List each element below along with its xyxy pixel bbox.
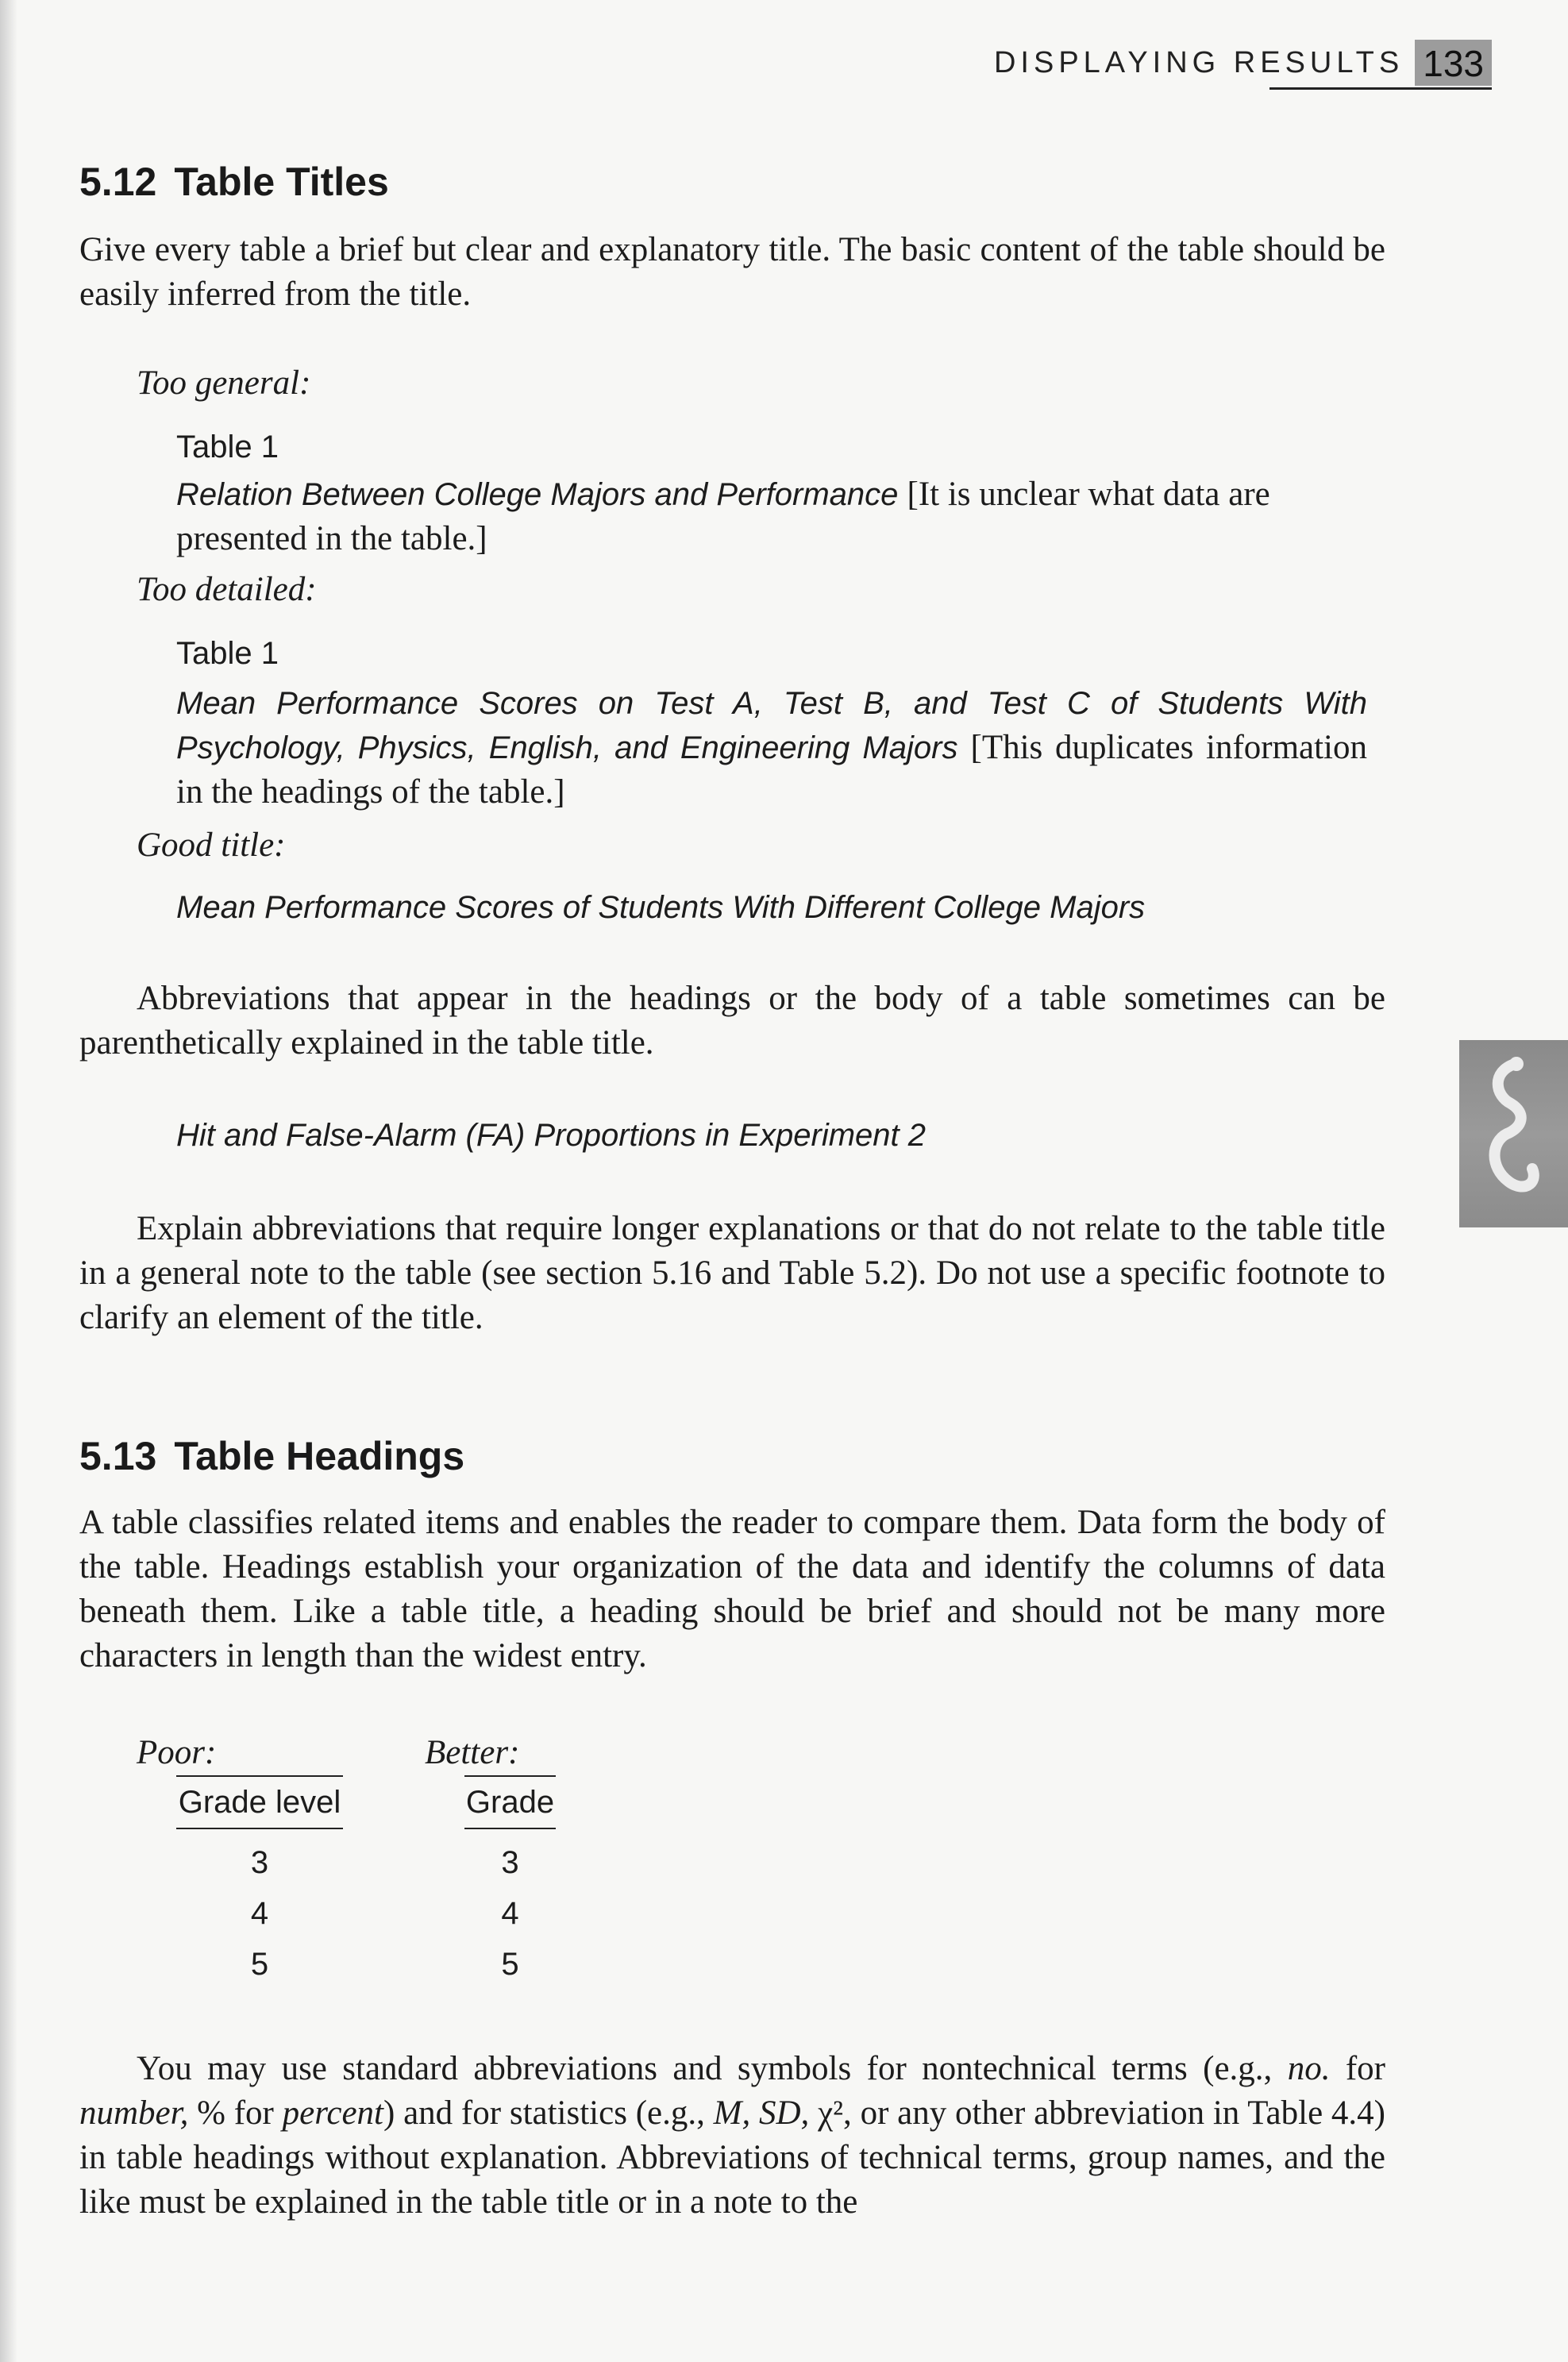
section-title: Table Titles xyxy=(174,160,389,204)
better-heading-example xyxy=(425,1731,560,1990)
page-number: 133 xyxy=(1415,40,1492,86)
better-column-heading: Grade xyxy=(465,1785,555,1820)
text-run: χ², or any other abbreviation in Table 4.4) in table headings without explanation. Abbreviations of technical terms, group names, and the like must be explained in the table title or in a note to the xyxy=(79,2094,1386,2221)
better-label: Better: xyxy=(425,1734,520,1771)
text-run: for xyxy=(1330,2050,1385,2087)
poor-label: Poor: xyxy=(137,1734,217,1771)
too-detailed-example xyxy=(176,681,1367,815)
poor-cell: 5 xyxy=(250,1947,269,1982)
emphasis: M, SD, xyxy=(713,2094,810,2132)
section-number: 5.12 xyxy=(79,160,157,204)
intro-paragraph: Give every table a brief but clear and explanatory title. The basic content of the table should be easily inferred from the title. xyxy=(79,231,1385,313)
section-number: 5.13 xyxy=(79,1434,157,1478)
poor-heading-example xyxy=(137,1731,343,1990)
better-cell: 4 xyxy=(501,1896,519,1931)
section-heading-5-12 xyxy=(79,159,389,205)
chapter-thumb-tab xyxy=(1459,1040,1568,1227)
better-cell: 5 xyxy=(501,1947,519,1982)
headings-intro-paragraph: A table classifies related items and enables the reader to compare them. Data form the body of the table. Headings establish your organization of the data and identify the columns of data beneath them. Like a table title, a heading should be brief and should not be many more characters in length than the widest entry. xyxy=(79,1504,1385,1674)
better-cell: 3 xyxy=(501,1845,519,1880)
too-detailed-note: [This duplicates information in the headings of the table.] xyxy=(176,729,1368,811)
poor-cell: 3 xyxy=(250,1845,269,1880)
running-head-title: DISPLAYING RESULTS xyxy=(993,45,1404,79)
too-general-example xyxy=(176,472,1383,561)
section-heading-5-13 xyxy=(79,1433,464,1479)
emphasis: number, xyxy=(79,2094,189,2132)
too-general-title: Relation Between College Majors and Performance xyxy=(176,477,899,512)
page-gutter-shadow xyxy=(0,0,17,2362)
section-title: Table Headings xyxy=(174,1434,465,1478)
too-general-label: Too general: xyxy=(137,364,311,402)
too-detailed-label: Too detailed: xyxy=(137,571,317,608)
poor-cell: 4 xyxy=(250,1896,269,1931)
explain-abbreviations-paragraph: Explain abbreviations that require longer explanations or that do not relate to the table title in a general note to the table (see section 5.16 and Table 5.2). Do not use a specific footnote to clarify an element of the title. xyxy=(79,1210,1385,1336)
abbreviation-example: Hit and False-Alarm (FA) Proportions in Experiment 2 xyxy=(176,1118,927,1153)
running-head xyxy=(994,40,1492,86)
emphasis: no. xyxy=(1287,2050,1331,2087)
chapter-five-glyph-icon xyxy=(1459,1040,1568,1227)
poor-column-heading: Grade level xyxy=(178,1785,341,1820)
text-run: ) and for statistics (e.g., xyxy=(383,2094,714,2132)
emphasis: percent xyxy=(282,2094,383,2132)
too-general-note: [It is unclear what data are presented in the table.] xyxy=(176,476,1270,557)
text-run: You may use standard abbreviations and symbols for nontechnical terms (e.g., xyxy=(137,2050,1288,2087)
too-detailed-table-label: Table 1 xyxy=(176,636,279,671)
abbreviations-paragraph: Abbreviations that appear in the headings or the body of a table sometimes can be parenthetically explained in the table title. xyxy=(79,980,1385,1062)
good-title-label: Good title: xyxy=(137,827,286,864)
too-general-table-label: Table 1 xyxy=(176,430,279,464)
good-title-example: Mean Performance Scores of Students With Different College Majors xyxy=(176,890,1146,925)
text-run: % for xyxy=(188,2094,283,2132)
too-detailed-title: Mean Performance Scores on Test A, Test B, and Test C of Students With Psychology, Physics, English, and Engineering Majors xyxy=(176,686,1367,765)
abbreviations-headings-paragraph xyxy=(79,2047,1385,2225)
running-head-rule xyxy=(1269,87,1492,90)
